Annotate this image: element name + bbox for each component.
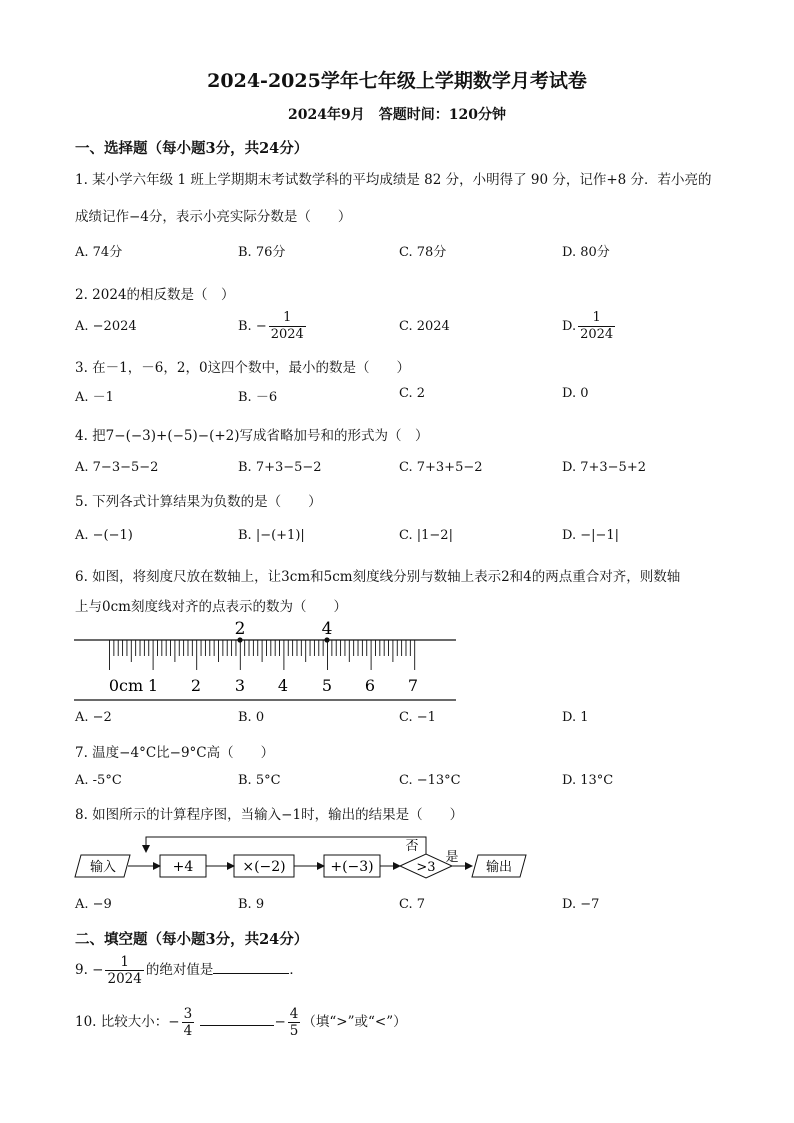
q1-option-a: A. 74分 [75, 245, 123, 260]
q4-option-d: D. 7+3−5+2 [562, 460, 646, 475]
q2-option-d-fraction [578, 310, 615, 343]
q4-option-c: C. 7+3+5−2 [399, 460, 483, 475]
fraction-denominator: 4 [183, 1023, 193, 1039]
q9-fraction [105, 954, 143, 987]
q6-option-b: B. 0 [238, 710, 265, 725]
ruler-label-5: 5 [321, 676, 333, 695]
fraction-denominator: 2024 [580, 327, 614, 342]
fraction-denominator: 2024 [107, 971, 142, 987]
page-subtitle: 2024年9月 答题时间：120分钟 [288, 107, 506, 123]
q7-option-c: C. −13°C [399, 773, 461, 788]
fraction-denominator: 5 [289, 1023, 299, 1039]
q2-option-b-prefix: B. − [238, 319, 267, 334]
fraction-numerator: 1 [120, 954, 129, 970]
q2-option-c: C. 2024 [399, 319, 450, 334]
fraction-numerator: 4 [289, 1006, 299, 1022]
flow-no-label: 否 [405, 839, 419, 854]
q8-option-a: A. −9 [75, 897, 112, 912]
ruler-label-7: 7 [407, 676, 419, 695]
q6-option-a: A. −2 [75, 710, 112, 725]
flow-condition-label: >3 [416, 860, 436, 875]
q9-suffix: 的绝对值是 [145, 962, 214, 978]
q2-option-a: A. −2024 [75, 319, 137, 334]
question-3-stem: 3. 在－1，－6，2，0这四个数中，最小的数是（ ） [75, 360, 411, 376]
flow-step-3-label: +(−3) [330, 859, 374, 875]
q5-option-d: D. −|−1| [562, 528, 620, 543]
ruler-label-2: 2 [190, 676, 202, 695]
flowchart-figure [74, 832, 530, 882]
q3-option-c: C. 2 [399, 386, 426, 401]
answer-blank-q10[interactable] [200, 1011, 274, 1026]
flow-output-label: 输出 [485, 860, 513, 875]
q6-option-c: C. −1 [399, 710, 436, 725]
flow-step-2-label: ×(−2) [242, 859, 286, 875]
q4-option-b: B. 7+3−5−2 [238, 460, 322, 475]
question-7-stem: 7. 温度−4°C比−9°C高（ ） [75, 745, 275, 761]
q7-option-b: B. 5°C [238, 773, 281, 788]
q9-end: ． [289, 962, 303, 978]
ruler-label-3: 3 [234, 676, 246, 695]
q7-option-a: A. -5°C [75, 773, 122, 788]
section-heading-choice: 一、选择题（每小题3分，共24分） [75, 140, 309, 157]
page-title: 2024-2025学年七年级上学期数学月考试卷 [207, 70, 587, 92]
q2-option-d-prefix: D. [562, 319, 577, 334]
q8-option-d: D. −7 [562, 897, 600, 912]
q10-fraction-1 [182, 1006, 195, 1039]
ruler-label-1: 1 [147, 676, 159, 695]
question-1-line-2: 成绩记作−4分，表示小亮实际分数是（ ） [75, 209, 352, 225]
q2-option-b [238, 310, 308, 343]
question-10 [75, 1006, 407, 1039]
ruler-number-line-figure [74, 612, 458, 706]
q9-prefix: 9. − [75, 962, 104, 978]
question-6-line-2: 上与0cm刻度线对齐的点表示的数为（ ） [75, 599, 347, 615]
flow-loop-arrow [146, 837, 426, 854]
fraction-denominator: 2024 [270, 327, 304, 342]
question-8-stem: 8. 如图所示的计算程序图，当输入−1时，输出的结果是（ ） [75, 807, 464, 823]
q7-option-d: D. 13°C [562, 773, 614, 788]
fraction-numerator: 1 [592, 310, 601, 325]
q2-option-b-fraction [269, 310, 306, 343]
flow-yes-label: 是 [445, 850, 459, 865]
q1-option-d: D. 80分 [562, 245, 610, 260]
ruler-label-4: 4 [277, 676, 289, 695]
ruler-ticks [110, 640, 415, 670]
q1-option-b: B. 76分 [238, 245, 286, 260]
flow-input-label: 输入 [89, 860, 117, 875]
q10-suffix: （填“>”或“<”） [302, 1014, 407, 1030]
axis-label-2: 2 [234, 619, 246, 639]
question-5-stem: 5. 下列各式计算结果为负数的是（ ） [75, 494, 322, 510]
q4-option-a: A. 7−3−5−2 [75, 460, 159, 475]
q3-option-d: D. 0 [562, 386, 589, 401]
ruler-label-0cm: 0cm [108, 676, 144, 695]
question-9 [75, 954, 303, 987]
q8-option-c: C. 7 [399, 897, 426, 912]
q3-option-a: A. －1 [75, 390, 114, 405]
q5-option-b: B. |−(+1)| [238, 528, 305, 543]
question-4-stem: 4. 把7−(−3)+(−5)−(+2)写成省略加号和的形式为（ ） [75, 428, 429, 444]
question-1-line-1: 1. 某小学六年级 1 班上学期期末考试数学科的平均成绩是 82 分，小明得了 90 分，记作+8 分．若小亮的 [75, 172, 712, 188]
q10-prefix: 10. 比较大小：− [75, 1014, 180, 1030]
q10-fraction-2 [288, 1006, 301, 1039]
ruler-label-6: 6 [364, 676, 376, 695]
axis-label-4: 4 [321, 619, 333, 639]
q3-option-b: B. －6 [238, 390, 278, 405]
q5-option-a: A. −(−1) [75, 528, 133, 543]
q10-minus: − [274, 1014, 286, 1030]
section-heading-fill-blank: 二、填空题（每小题3分，共24分） [75, 931, 309, 948]
question-6-line-1: 6. 如图，将刻度尺放在数轴上，让3cm和5cm刻度线分别与数轴上表示2和4的两点重合对齐，则数轴 [75, 569, 681, 585]
q6-option-d: D. 1 [562, 710, 589, 725]
fraction-numerator: 1 [283, 310, 292, 325]
flow-step-1-label: +4 [172, 859, 194, 875]
q2-option-d [562, 310, 617, 343]
q5-option-c: C. |1−2| [399, 528, 453, 543]
answer-blank-q9[interactable] [213, 959, 289, 974]
q1-option-c: C. 78分 [399, 245, 447, 260]
q8-option-b: B. 9 [238, 897, 265, 912]
question-2-stem: 2. 2024的相反数是（ ） [75, 287, 235, 303]
fraction-numerator: 3 [183, 1006, 193, 1022]
